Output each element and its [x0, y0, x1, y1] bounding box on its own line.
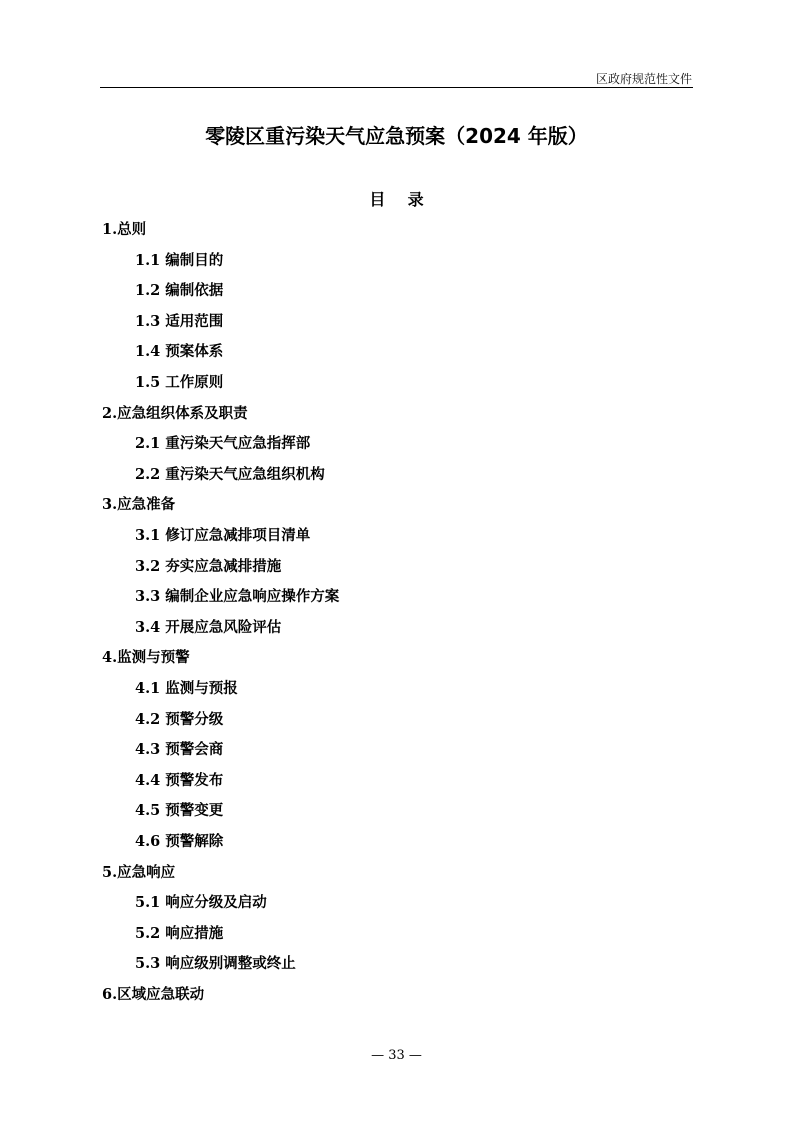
document-title: 零陵区重污染天气应急预案（2024 年版）	[205, 124, 588, 148]
toc-heading	[100, 187, 693, 210]
toc-subsection-link[interactable]: 2.2 重污染天气应急组织机构	[135, 465, 325, 483]
toc-subsection-link[interactable]: 1.2 编制依据	[135, 282, 224, 300]
toc-subsection-link[interactable]: 4.6 预警解除	[135, 833, 224, 850]
toc-subsection-link[interactable]: 3.4 开展应急风险评估	[135, 618, 282, 636]
toc-subsection-link[interactable]: 3.2 夯实应急减排措施	[135, 557, 282, 575]
toc-subsection-link[interactable]: 4.4 预警发布	[135, 771, 224, 789]
toc-section-link[interactable]: 5.应急响应	[102, 863, 176, 881]
toc-subsection-link[interactable]: 1.5 工作原则	[135, 374, 224, 391]
header-divider	[100, 87, 693, 88]
document-category-label: 区政府规范性文件	[595, 72, 692, 86]
toc-section-link[interactable]: 1.总则	[102, 221, 147, 238]
toc-section-link[interactable]: 2.应急组织体系及职责	[102, 404, 248, 422]
toc-section-link[interactable]: 4.监测与预警	[102, 649, 190, 667]
toc-subsection-link[interactable]: 4.1 监测与预报	[135, 680, 238, 697]
page-number: — 33 —	[371, 1048, 422, 1063]
toc-subsection-link[interactable]: 4.3 预警会商	[135, 741, 224, 759]
toc-subsection-link[interactable]: 3.1 修订应急减排项目清单	[135, 527, 311, 544]
toc-subsection-link[interactable]: 2.1 重污染天气应急指挥部	[135, 435, 311, 453]
toc-subsection-link[interactable]: 1.3 适用范围	[135, 312, 224, 330]
toc-heading-second-char: 录	[407, 190, 424, 209]
toc-subsection-link[interactable]: 1.4 预案体系	[135, 343, 224, 361]
toc-subsection-link[interactable]: 3.3 编制企业应急响应操作方案	[135, 588, 340, 606]
toc-subsection-link[interactable]: 5.3 响应级别调整或终止	[135, 955, 296, 973]
toc-subsection-link[interactable]: 5.1 响应分级及启动	[135, 894, 267, 912]
toc-heading-first-char: 目	[369, 190, 386, 209]
toc-subsection-link[interactable]: 5.2 响应措施	[135, 924, 224, 942]
toc-section-link[interactable]: 6.区域应急联动	[102, 986, 205, 1003]
toc-subsection-link[interactable]: 4.5 预警变更	[135, 802, 224, 820]
toc-section-link[interactable]: 3.应急准备	[102, 496, 176, 514]
toc-subsection-link[interactable]: 4.2 预警分级	[135, 710, 224, 728]
toc-subsection-link[interactable]: 1.1 编制目的	[135, 251, 224, 269]
